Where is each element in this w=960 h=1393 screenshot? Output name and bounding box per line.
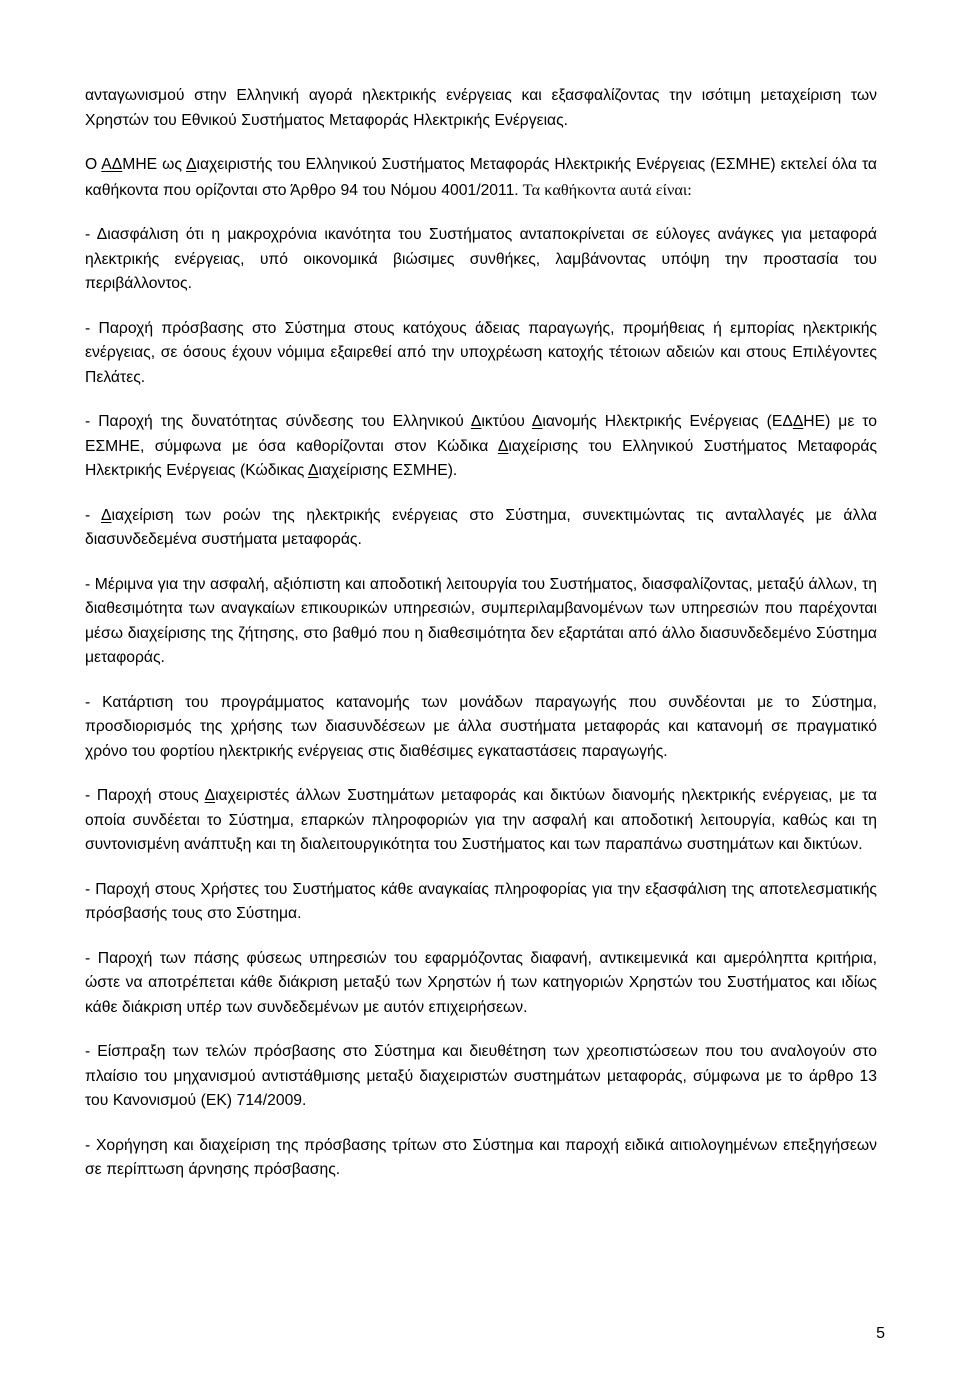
duty-item-10: [85, 1040, 877, 1114]
duty-item-5: [85, 573, 877, 671]
underlined-run: Δ: [307, 462, 319, 479]
duty-text: - Κατάρτιση του προγράμματος κατανομής των μονάδων παραγωγής που συνδέονται με το Σύστημα, προσδιορισμός της χρήσης των διασυνδέσεων με άλλα συστήματα μεταφοράς και κατανομή σε πραγματικό χρόνο του φορτίου ηλεκτρικής ενέργειας στις διαθέσιμες εγκαταστάσεις παραγωγής.: [85, 693, 877, 760]
underlined-run: Δ: [100, 506, 112, 524]
duty-text: - Διασφάλιση ότι η μακροχρόνια ικανότητα του Συστήματος ανταποκρίνεται σε εύλογες ανάγκες για μεταφορά ηλεκτρικής ενέργειας, υπό οικονομικά βιώσιμες συνθήκες, λαμβάνοντας υπόψη την προστασία του περιβάλλοντος.: [85, 226, 877, 292]
duty-text: - Παροχή στους Χρήστες του Συστήματος κάθε αναγκαίας πληροφορίας για την εξασφάλιση της αποτελεσματικής πρόσβασής τους στο Σύστημα.: [85, 880, 877, 922]
intro-paragraph-1-text: ανταγωνισμού στην Ελληνική αγορά ηλεκτρικής ενέργειας και εξασφαλίζοντας την ισότιμη μεταχείριση των Χρηστών του Εθνικού Συστήματος Μεταφοράς Ηλεκτρικής Ενέργειας.: [85, 87, 877, 129]
duty-item-7: [85, 784, 877, 858]
intro-text-run: ιαχειριστής του Ελληνικού Συστήματος Μεταφοράς Ηλεκτρικής Ενέργειας (ΕΣΜΗΕ) εκτελεί όλα τα καθήκοντα που ορίζονται στο Άρθρο 94 του Νόμου 4001/2011.: [85, 156, 877, 199]
duty-text-run: ΗΕ) με το ΕΣΜΗΕ, σύμφωνα με όσα καθορίζονται στον Κώδικα: [85, 413, 877, 455]
duty-text: - Παροχή πρόσβασης στο Σύστημα στους κατόχους άδειας παραγωγής, προμήθειας ή εμπορίας ηλεκτρικής ενέργειας, σε όσους έχουν νόμιμα εξαιρεθεί από την υποχρέωση κατοχής τέτοιων αδειών και στους Επιλέγοντες Πελάτες.: [85, 319, 877, 386]
intro-paragraph-1: [85, 84, 877, 133]
duty-item-6: [85, 691, 877, 765]
duty-text: - Χορήγηση και διαχείριση της πρόσβασης τρίτων στο Σύστημα και παροχή ειδικά αιτιολογημένων επεξηγήσεων σε περίπτωση άρνησης πρόσβασης.: [85, 1136, 877, 1178]
intro-text-run: Ο: [85, 156, 102, 173]
duty-text-run: ικτύου: [481, 413, 532, 430]
duty-text-run: - Παροχή της δυνατότητας σύνδεσης του Ελληνικού: [85, 413, 471, 430]
duty-item-1: [85, 223, 877, 297]
duty-item-9: [85, 947, 877, 1021]
duty-text: - Μέριμνα για την ασφαλή, αξιόπιστη και αποδοτική λειτουργία του Συστήματος, διασφαλίζοντας, μεταξύ άλλων, τη διαθεσιμότητα των αναγκαίων επικουρικών υπηρεσιών, συμπεριλαμβανομένων των υπηρεσιών που παρέχονται μέσω διαχείρισης της ζήτησης, στο βαθμό που η διαθεσιμότητα δεν εξαρτάται από άλλο διασυνδεδεμένο Σύστημα μεταφοράς.: [85, 575, 877, 666]
duty-item-3: [85, 410, 877, 484]
page-number: 5: [876, 1325, 885, 1342]
duty-text-run: ιαχειριστές άλλων Συστημάτων μεταφοράς και δικτύων διανομής ηλεκτρικής ενέργειας, με τα οποία συνδέεται το Σύστημα, επαρκών πληροφοριών για την ασφαλή και αποδοτική λειτουργία, καθώς και τη συντονισμένη ανάπτυξη και τη διαλειτουργικότητα του Συστήματος και των παραπάνω συστημάτων και δικτύων.: [85, 787, 878, 853]
duty-item-2: [85, 317, 877, 391]
duty-text: - Είσπραξη των τελών πρόσβασης στο Σύστημα και διευθέτηση των χρεοπιστώσεων που του αναλογούν στο πλαίσιο του μηχανισμού αντιστάθμισης μεταξύ διαχειριστών συστημάτων μεταφοράς, σύμφωνα με το άρθρο 13 του Κανονισμού (ΕΚ) 714/2009.: [85, 1043, 877, 1109]
underlined-run: ΑΔ: [101, 156, 123, 173]
duty-item-11: [85, 1134, 877, 1183]
duty-text-run: ιαχείριση των ροών της ηλεκτρικής ενέργειας στο Σύστημα, συνεκτιμώντας τις ανταλλαγές με άλλα διασυνδεδεμένα συστήματα μεταφοράς.: [85, 506, 877, 548]
duty-text-run: - Παροχή στους: [85, 787, 205, 804]
underlined-run: Δ: [531, 413, 543, 430]
duty-text: - Παροχή των πάσης φύσεως υπηρεσιών του εφαρμόζοντας διαφανή, αντικειμενικά και αμερόληπτα κριτήρια, ώστε να αποτρέπεται κάθε διάκριση μεταξύ των Χρηστών ή των κατηγοριών Χρηστών του Συστήματος και ιδίως κάθε διάκριση υπέρ των συνδεδεμένων με αυτόν επιχειρήσεων.: [85, 949, 877, 1016]
intro-text-run: ΜΗΕ ως: [122, 156, 186, 173]
underlined-run: Δ: [792, 413, 804, 430]
duty-text-run: ιανομής Ηλεκτρικής Ενέργειας (ΕΔ: [542, 413, 793, 430]
document-page: [85, 84, 877, 1203]
underlined-run: Δ: [204, 787, 216, 804]
underlined-run: Δ: [470, 413, 482, 430]
intro-paragraph-2: [85, 153, 877, 203]
duty-text-run: -: [85, 506, 101, 524]
duty-item-4: [85, 504, 877, 553]
underlined-run: Δ: [185, 156, 197, 173]
intro-text-run-serif: Τα καθήκοντα αυτά είναι:: [518, 179, 692, 199]
duty-item-8: [85, 878, 877, 927]
underlined-run: Δ: [497, 437, 509, 455]
duty-text-run: ιαχείρισης του Ελληνικού Συστήματος Μεταφοράς Ηλεκτρικής Ενέργειας (Κώδικας: [85, 437, 877, 479]
duty-text-run: ιαχείρισης ΕΣΜΗΕ).: [318, 462, 458, 479]
